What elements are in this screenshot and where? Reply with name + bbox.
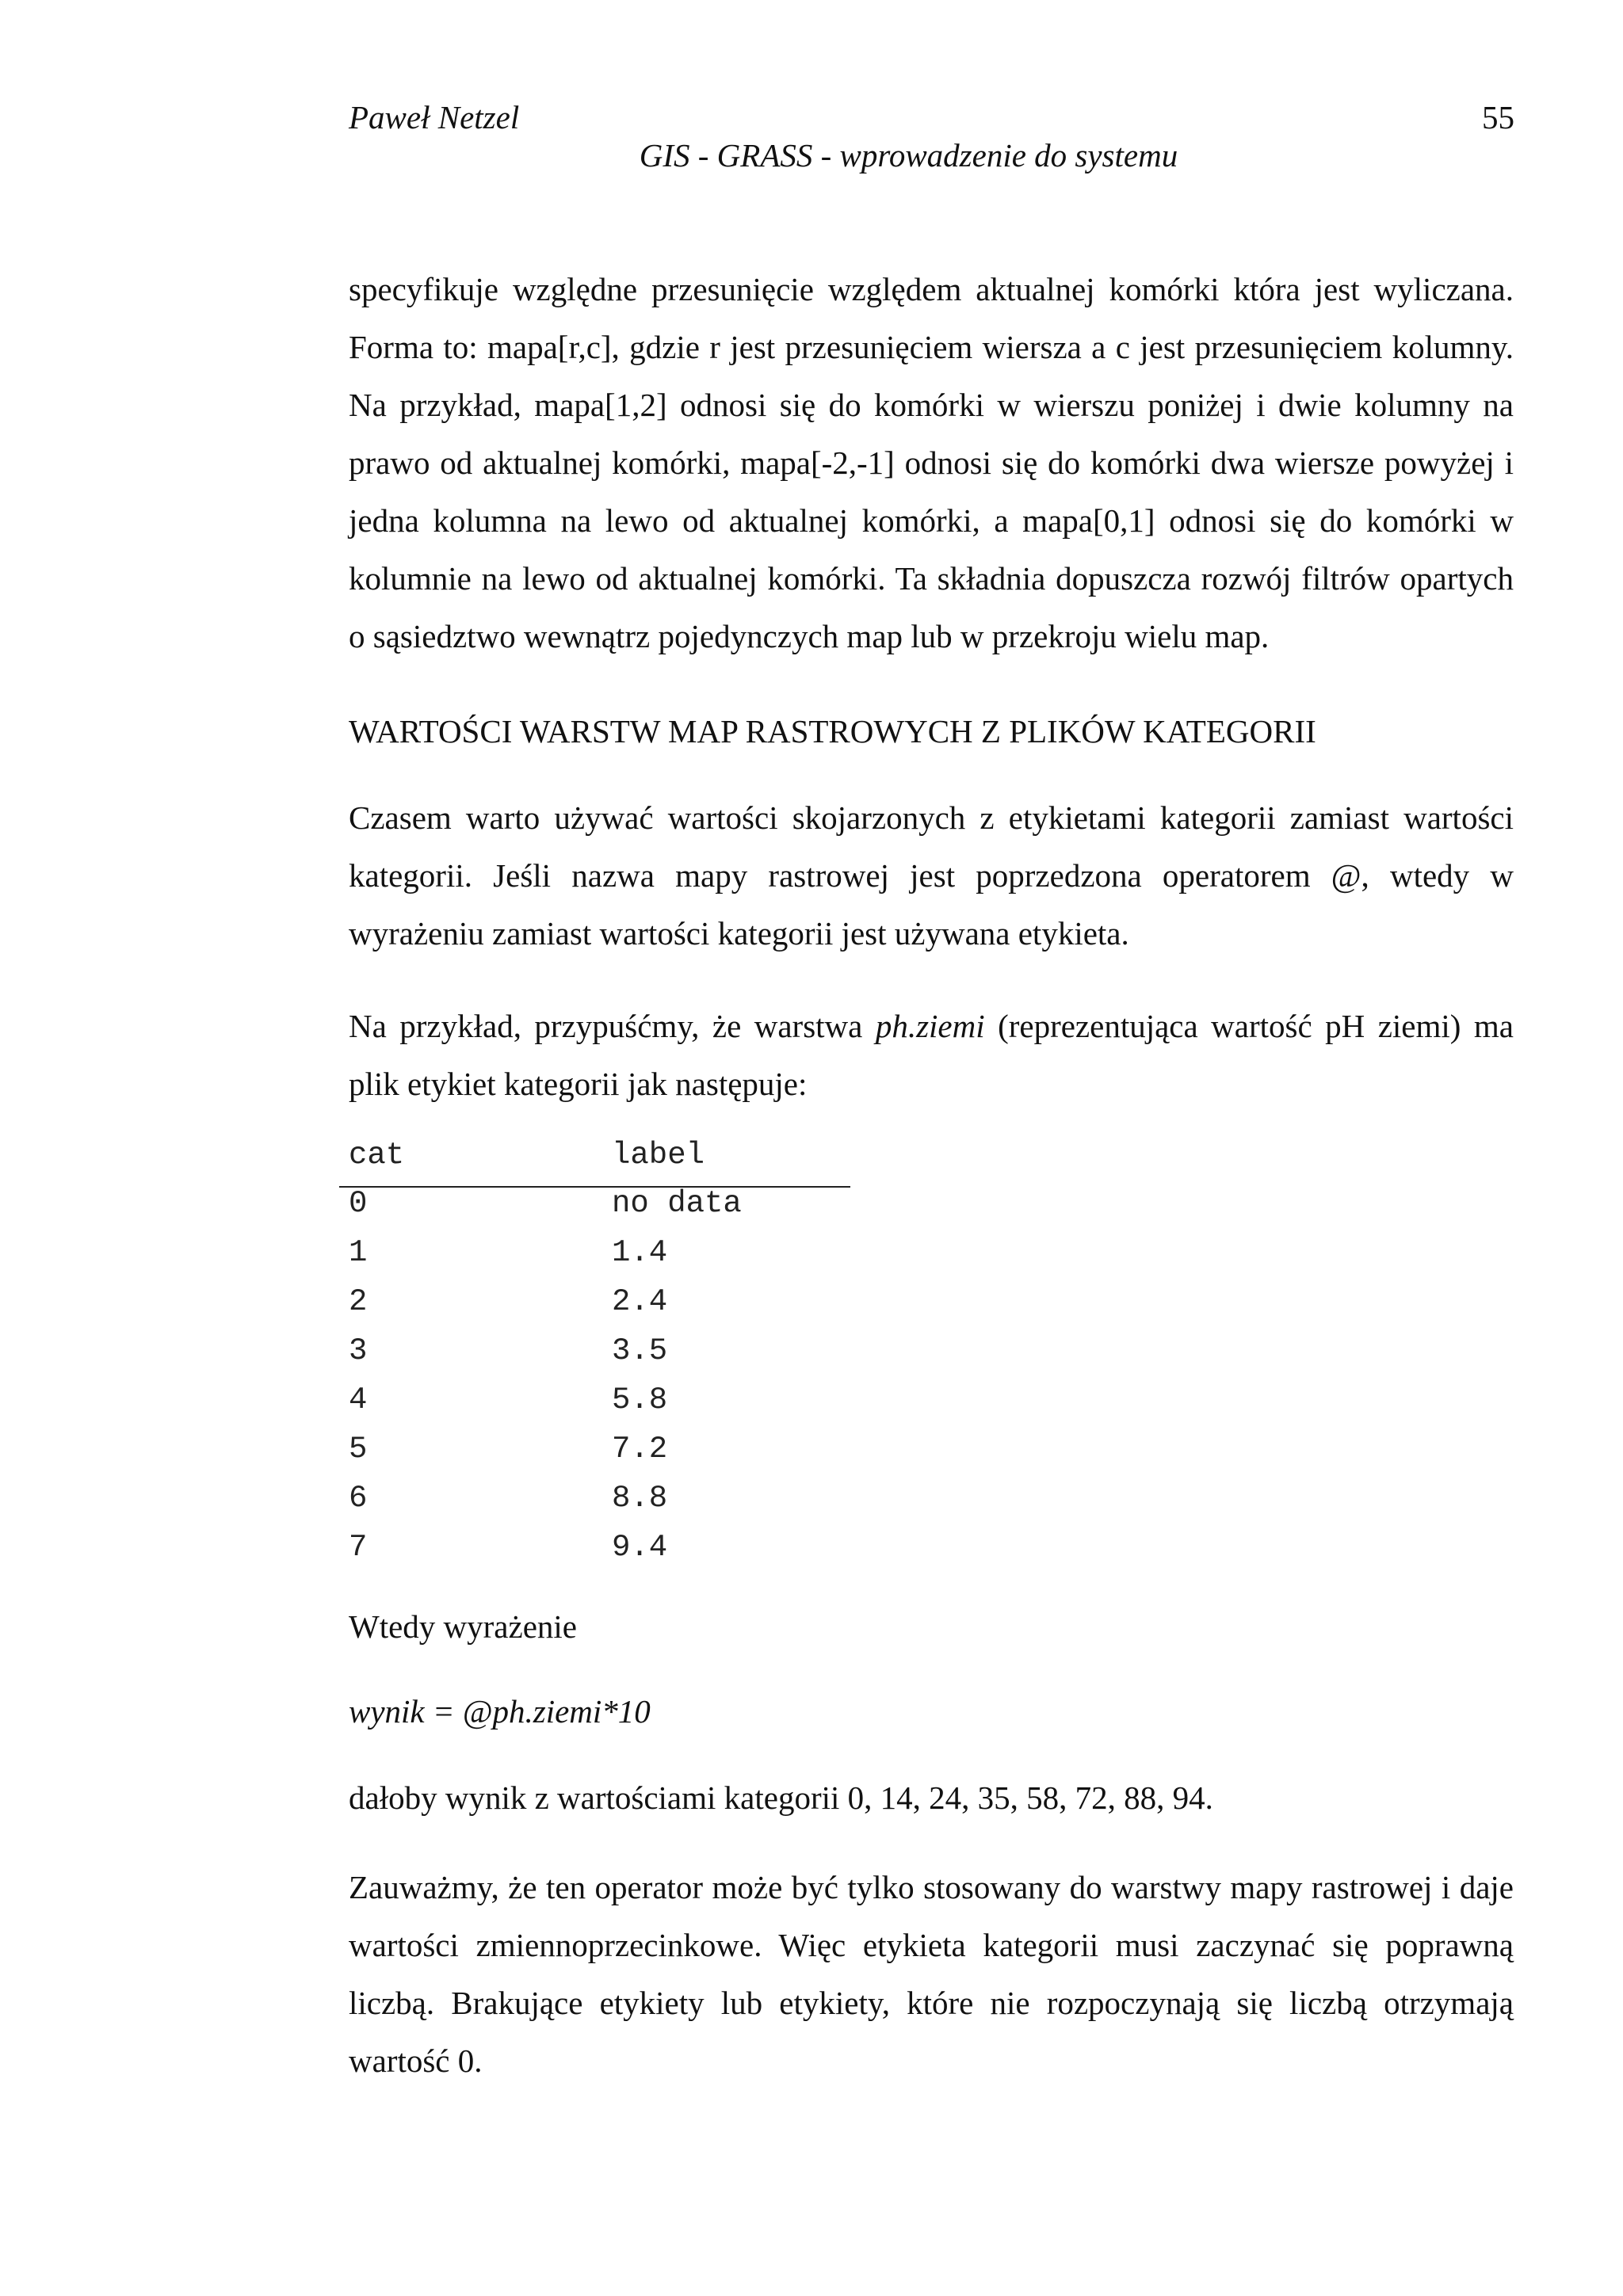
table-cell-cat: 6 — [349, 1481, 368, 1516]
table-cell-label: 3.5 — [612, 1333, 668, 1368]
column-header-cat: cat — [349, 1138, 405, 1173]
paragraph-result: dałoby wynik z wartościami kategorii 0, 14, 24, 35, 58, 72, 88, 94. — [349, 1779, 1213, 1816]
page-number: 55 — [1482, 99, 1514, 135]
table-cell-label: no data — [612, 1186, 742, 1221]
expression-text: wynik = @ph.ziemi*10 — [349, 1693, 651, 1730]
paragraph-example-part1: Na przykład, przypuśćmy, że warstwa — [349, 1008, 876, 1044]
table-row — [349, 1277, 850, 1326]
table-cell-cat: 2 — [349, 1284, 368, 1319]
paragraph-then: Wtedy wyrażenie — [349, 1608, 577, 1645]
table-cell-cat: 3 — [349, 1333, 368, 1368]
table-row — [349, 1474, 850, 1523]
table-row — [349, 1523, 850, 1572]
table-cell-label: 1.4 — [612, 1235, 668, 1270]
layer-name: ph.ziemi — [875, 1008, 985, 1044]
table-cell-cat: 0 — [349, 1186, 368, 1221]
table-cell-label: 9.4 — [612, 1530, 668, 1565]
header-author: Paweł Netzel — [349, 99, 520, 135]
table-cell-label: 8.8 — [612, 1481, 668, 1516]
table-cell-label: 5.8 — [612, 1383, 668, 1417]
table-row — [349, 1326, 850, 1375]
category-label-table — [349, 1131, 850, 1572]
table-cell-cat: 5 — [349, 1432, 368, 1466]
paragraph-example — [349, 997, 1514, 1113]
table-header-row — [349, 1131, 850, 1179]
header-title: GIS - GRASS - wprowadzenie do systemu — [639, 137, 1178, 174]
table-cell-cat: 1 — [349, 1235, 368, 1270]
table-row — [349, 1228, 850, 1277]
paragraph-example-part2: (reprezentująca wartość pH ziemi) ma plik etykiet kategorii jak następuje: — [349, 1008, 1514, 1102]
table-header-divider — [339, 1186, 850, 1188]
section-heading: WARTOŚCI WARSTW MAP RASTROWYCH Z PLIKÓW KATEGORII — [349, 713, 1316, 749]
table-cell-label: 7.2 — [612, 1432, 668, 1466]
paragraph-note: Zauważmy, że ten operator może być tylko stosowany do warstwy mapy rastrowej i daje wartości zmiennoprzecinkowe. Więc etykieta kategorii musi zaczynać się poprawną liczbą. Brakujące etykiety lub etykiety, które nie rozpoczynają się liczbą otrzymają wartość 0. — [349, 1869, 1514, 2079]
table-cell-cat: 4 — [349, 1383, 368, 1417]
table-cell-cat: 7 — [349, 1530, 368, 1565]
table-row — [349, 1425, 850, 1474]
table-row — [349, 1375, 850, 1425]
table-cell-label: 2.4 — [612, 1284, 668, 1319]
column-header-label: label — [612, 1138, 705, 1173]
expression — [349, 1683, 1514, 1741]
paragraph-offsets: specyfikuje względne przesunięcie względem aktualnej komórki która jest wyliczana. Forma to: mapa[r,c], gdzie r jest przesunięciem wiersza a c jest przesunięciem kolumny. Na przykład, mapa[1,2] odnosi się do komórki w wierszu poniżej i dwie kolumny na prawo od aktualnej komórki, mapa[-2,-1] odnosi się do komórki dwa wiersze powyżej i jedna kolumna na lewo od aktualnej komórki, a mapa[0,1] odnosi się do komórki w kolumnie na lewo od aktualnej komórki. Ta składnia dopuszcza rozwój filtrów opartych o sąsiedztwo wewnątrz pojedynczych map lub w przekroju wielu map. — [349, 271, 1514, 654]
paragraph-category-labels: Czasem warto używać wartości skojarzonych z etykietami kategorii zamiast wartości kategorii. Jeśli nazwa mapy rastrowej jest poprzedzona operatorem @, wtedy w wyrażeniu zamiast wartości kategorii jest używana etykieta. — [349, 799, 1514, 952]
